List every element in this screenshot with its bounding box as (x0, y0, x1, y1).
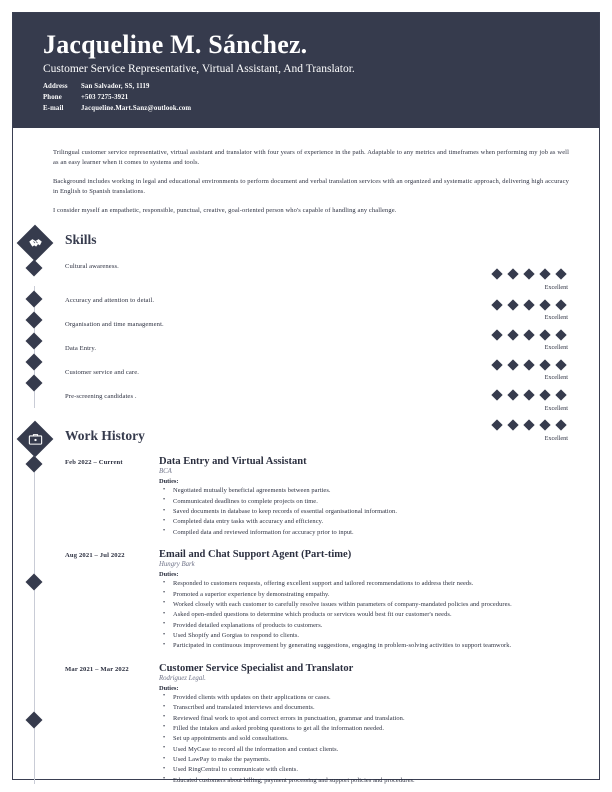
skill-label: Accuracy and attention to detail. (65, 297, 155, 305)
rating-dot (523, 329, 534, 340)
skills-ratings (459, 266, 569, 447)
rating-label: Excellent (544, 434, 568, 442)
duties-label: Duties: (159, 571, 179, 579)
duty-item: • Completed data entry tasks with accuracy and efficiency. (171, 517, 569, 527)
job-dates: Feb 2022 – Current (65, 459, 123, 467)
job-duties-list (159, 693, 569, 786)
work-history-section (53, 426, 569, 786)
page-border (12, 12, 600, 784)
contact-address-value: San Salvador, SS, 1119 (81, 82, 150, 90)
duty-item: • Responded to customers requests, offering excellent support and tailored recommendations to address their needs. (171, 579, 569, 589)
job-title: Email and Chat Support Agent (Part-time) (159, 549, 352, 561)
skill-rating-accuracy (459, 297, 569, 322)
rating-dot (491, 269, 502, 280)
resume-body (13, 128, 599, 784)
job-title: Data Entry and Virtual Assistant (159, 456, 307, 468)
skills-badge (17, 225, 54, 262)
rating-dot (539, 359, 550, 370)
duty-item: • Used RingCentral to communicate with clients. (171, 765, 569, 775)
rating-label: Excellent (544, 344, 568, 352)
duty-item: • Used MyCase to record all the information and contact clients. (171, 745, 569, 755)
job-dates: Mar 2021 – Mar 2022 (65, 665, 129, 673)
skill-label: Organisation and time management. (65, 321, 164, 329)
rating-dot (491, 359, 502, 370)
rating-dot (555, 329, 566, 340)
rating-dot (539, 329, 550, 340)
rating-dot (539, 389, 550, 400)
duty-item: • Participated in continuous improvement by generating suggestions, engaging in problem-solving activities to support teamwork. (171, 641, 569, 651)
rating-dot (539, 269, 550, 280)
work-timeline-rail (34, 456, 35, 784)
skill-label: Data Entry. (65, 345, 97, 353)
work-history-content (53, 456, 569, 786)
job-duties-list (159, 486, 569, 538)
job-title: Customer Service Specialist and Translator (159, 662, 354, 674)
duty-item: • Compiled data and reviewed information for accuracy prior to input. (171, 528, 569, 538)
job-node (26, 712, 43, 729)
contact-phone-label: Phone (43, 93, 62, 101)
skills-node (26, 354, 43, 371)
rating-dot (555, 299, 566, 310)
duty-item: • Set up appointments and sold consultations. (171, 734, 569, 744)
rating-dot (507, 299, 518, 310)
duties-label: Duties: (159, 478, 179, 486)
skill-rating-organisation (459, 327, 569, 352)
duty-item: • Educated customers about billing, payment processing and support policies and procedures. (171, 776, 569, 786)
skills-node (26, 291, 43, 308)
contact-email-value: Jacqueline.Mart.Sanz@outlook.com (81, 104, 192, 112)
rating-dot (491, 329, 502, 340)
rating-dot (491, 389, 502, 400)
rating-dot (523, 359, 534, 370)
summary-paragraph: Background includes working in legal and educational environments to perform document and verbal translation services with an organized and systematic approach, delivering high accuracy in English to Spanish translations. (53, 178, 569, 196)
skills-node (26, 260, 43, 277)
rating-dot (555, 359, 566, 370)
job-node (26, 574, 43, 591)
duty-item: • Transcribed and translated interviews and documents. (171, 703, 569, 713)
skills-node (26, 375, 43, 392)
work-history-badge (17, 421, 54, 458)
contact-address (43, 81, 599, 92)
job-dates: Aug 2021 – Jul 2022 (65, 552, 125, 560)
skills-title: Skills (65, 232, 97, 248)
briefcase-icon (22, 426, 48, 452)
job-entry-data-entry-virtual-assistant (65, 456, 569, 538)
rating-dot (507, 359, 518, 370)
summary-paragraph: Trilingual customer service representative, virtual assistant and translator with four years of experience in the path. Adaptable to any metrics and timeframes when performing my job as well as an easy learner when it comes to systems and tools. (53, 149, 569, 167)
work-history-title: Work History (65, 428, 145, 444)
skill-rating-data-entry (459, 357, 569, 382)
skill-label: Cultural awareness. (65, 263, 119, 271)
summary-paragraph: I consider myself an empathetic, responsible, punctual, creative, goal-oriented person who's capable of handling any challenge. (53, 207, 397, 215)
rating-dot (507, 329, 518, 340)
rating-dot (507, 389, 518, 400)
duty-item: • Reviewed final work to spot and correct errors in punctuation, grammar and translation. (171, 714, 569, 724)
job-company: BCA (159, 468, 172, 476)
contact-email (43, 103, 599, 114)
contact-address-label: Address (43, 82, 68, 90)
job-entry-email-chat-support-agent (65, 549, 569, 652)
duty-item: • Worked closely with each customer to carefully resolve issues within parameters of company-mandated policies and procedures. (171, 600, 569, 610)
duties-label: Duties: (159, 684, 179, 692)
duty-item: • Filled the intakes and asked probing questions to get all the information needed. (171, 724, 569, 734)
skill-label: Customer service and care. (65, 369, 140, 377)
skill-rating-cultural-awareness (459, 266, 569, 291)
skills-section-head (53, 230, 569, 260)
candidate-headline: Customer Service Representative, Virtual Assistant, And Translator. (43, 62, 355, 75)
job-company: Rodriguez Legal. (159, 674, 206, 682)
duty-item: • Provided detailed explanations of products to customers. (171, 621, 569, 631)
contact-phone (43, 92, 599, 103)
rating-dot (491, 299, 502, 310)
duty-item: • Used LawPay to make the payments. (171, 755, 569, 765)
rating-label: Excellent (544, 283, 568, 291)
job-company: Hungry Bark (159, 561, 195, 569)
contact-phone-value: +503 7275-3921 (81, 93, 129, 101)
rating-dot (555, 269, 566, 280)
rating-dot (539, 299, 550, 310)
skills-node (26, 312, 43, 329)
candidate-name: Jacqueline M. Sánchez. (43, 30, 308, 59)
handshake-icon (22, 230, 48, 256)
job-duties-list (159, 579, 569, 652)
duty-item: • Provided clients with updates on their applications or cases. (171, 693, 569, 703)
duty-item: • Used Shopify and Gorgias to respond to clients. (171, 631, 569, 641)
rating-label: Excellent (544, 404, 568, 412)
duty-item: • Saved documents in database to keep records of essential organisational information. (171, 507, 569, 517)
duty-item: • Communicated deadlines to complete projects on time. (171, 497, 569, 507)
skill-rating-customer-service (459, 387, 569, 412)
rating-label: Excellent (544, 314, 568, 322)
job-entry-customer-service-specialist-translator (65, 663, 569, 786)
duty-item: • Promoted a superior experience by demonstrating empathy. (171, 590, 569, 600)
work-history-section-head (53, 426, 569, 456)
rating-dot (555, 389, 566, 400)
duty-item: • Negotiated mutually beneficial agreements between parties. (171, 486, 569, 496)
skill-label: Pre-screening candidates . (65, 393, 137, 401)
resume-header (13, 13, 599, 128)
job-node (26, 456, 43, 473)
rating-label: Excellent (544, 374, 568, 382)
skills-node (26, 333, 43, 350)
contact-email-label: E-mail (43, 104, 64, 112)
rating-dot (523, 299, 534, 310)
rating-dot (523, 389, 534, 400)
rating-dot (507, 269, 518, 280)
rating-dot (523, 269, 534, 280)
professional-summary (53, 148, 569, 216)
duty-item: • Asked open-ended questions to determine which products or services would best fit our customer's needs. (171, 610, 569, 620)
